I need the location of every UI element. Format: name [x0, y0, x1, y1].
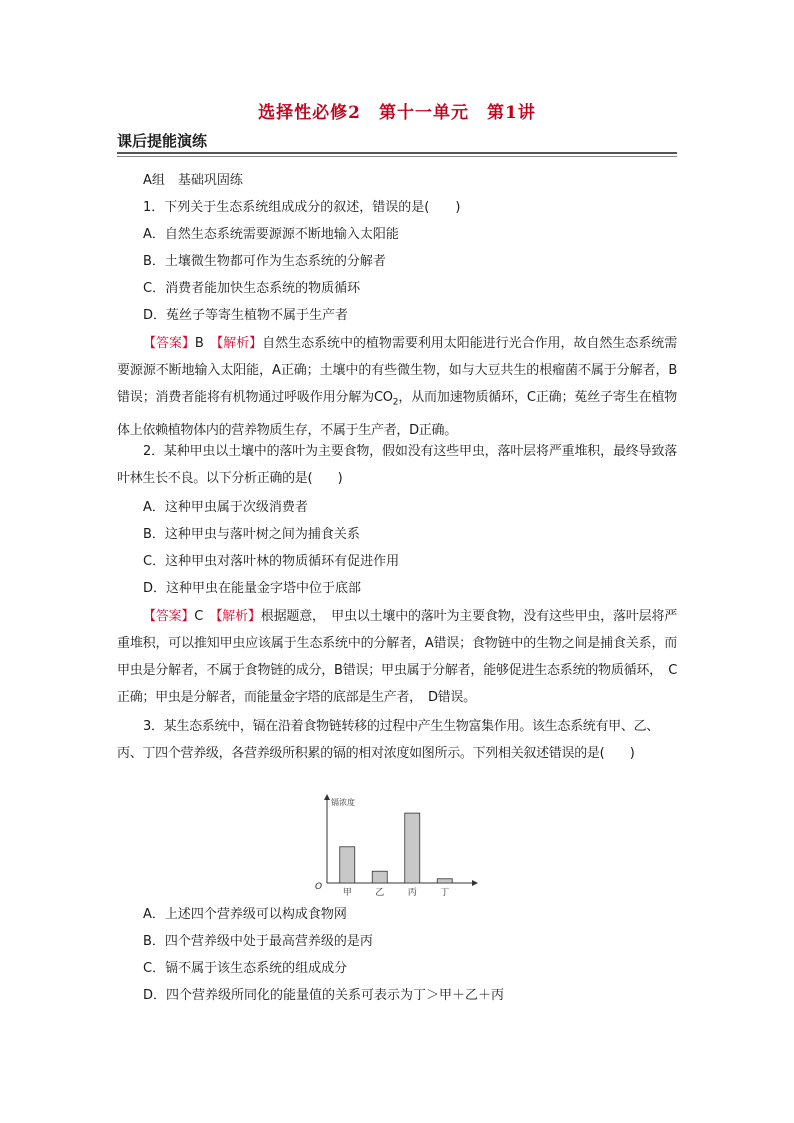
q2-analysis-tag: 【解析】	[215, 609, 261, 624]
x-tick-label-3: 丁	[440, 888, 450, 898]
q3-option-c: C．镉不属于该生态系统的组成成分	[143, 961, 348, 976]
y-axis-label: 镉浓度	[331, 798, 355, 807]
q3-stem: 3．某生态系统中，镉在沿着食物链转移的过程中产生生物富集作用。该生态系统有甲、乙、丙、丁四个营养级，各营养级所积累的镉的相对浓度如图所示。下列相关叙述错误的是( )	[117, 719, 659, 761]
y-axis-arrow	[324, 794, 330, 800]
bar-1	[372, 871, 387, 883]
q1-answer-tag: 【答案】	[143, 336, 195, 351]
q1-answer: B	[194, 336, 204, 351]
heading-rule	[117, 152, 677, 154]
section-heading: 课后提能演练	[117, 132, 208, 150]
q1-analysis-rest: ，从而加速物质循环，C正确；菟丝子寄生在植物体上依赖植物体内的营养物质生存，不属于生产者，D正确。	[117, 390, 677, 438]
q1-stem: 1．下列关于生态系统组成成分的叙述，错误的是( )	[143, 200, 461, 215]
q3-option-a: A．上述四个营养级可以构成食物网	[143, 907, 347, 922]
x-tick-label-0: 甲	[342, 888, 352, 898]
x-tick-label-1: 乙	[375, 888, 385, 898]
q2-analysis: 根据题意， 甲虫以土壤中的落叶为主要食物，没有这些甲虫，落叶层将严重堆积，可以推知甲虫应该属于生态系统中的分解者，A错误；食物链中的生物之间是捕食关系，而甲虫是分解者，不属于食物链的成分，B错误；甲虫属于分解者，能够促进生态系统的物质循环， C正确；甲虫是分解者，而能量金字塔的底部是生产者， D错误。	[117, 609, 677, 705]
origin-label: O	[315, 882, 323, 892]
heading-rule-thin	[117, 156, 677, 157]
q2-option-a: A．这种甲虫属于次级消费者	[143, 500, 308, 515]
cadmium-bar-chart	[310, 793, 485, 898]
x-axis-arrow	[472, 880, 478, 886]
q2-answer: C	[194, 609, 204, 624]
bar-3	[437, 879, 452, 883]
q2-option-d: D．这种甲虫在能量金字塔中位于底部	[143, 581, 362, 596]
q2-answer-tag: 【答案】	[143, 609, 195, 624]
q1-option-a: A．自然生态系统需要源源不断地输入太阳能	[143, 227, 399, 242]
q2-answer-block	[117, 603, 677, 711]
q1-analysis-sub: 2	[392, 397, 399, 408]
q2-option-b: B．这种甲虫与落叶树之间为捕食关系	[143, 527, 360, 542]
q1-analysis-tag: 【解析】	[216, 336, 263, 351]
q3-option-b: B．四个营养级中处于最高营养级的是丙	[143, 934, 373, 949]
q1-option-d: D．菟丝子等寄生植物不属于生产者	[143, 308, 349, 323]
q3-option-d: D．四个营养级所同化的能量值的关系可表示为丁＞甲＋乙＋丙	[143, 988, 505, 1003]
q1-option-c: C．消费者能加快生态系统的物质循环	[143, 281, 361, 296]
q1-option-b: B．土壤微生物都可作为生态系统的分解者	[143, 254, 386, 269]
group-label: A组 基础巩固练	[143, 173, 243, 188]
q2-stem: 2．某种甲虫以土壤中的落叶为主要食物，假如没有这些甲虫，落叶层将严重堆积，最终导致落叶林生长不良。以下分析正确的是( )	[117, 444, 677, 486]
bar-0	[340, 847, 355, 883]
bar-2	[405, 813, 420, 883]
x-tick-label-2: 丙	[407, 888, 417, 898]
q2-option-c: C．这种甲虫对落叶林的物质循环有促进作用	[143, 554, 400, 569]
q1-analysis: 自然生态系统中的植物需要利用太阳能进行光合作用，故自然生态系统需要源源不断地输入太阳能，A正确；土壤中的有些微生物，如与大豆共生的根瘤菌不属于分解者，B错误；消费者能将有机物通过呼吸作用分解为CO	[117, 336, 677, 405]
q1-answer-block	[117, 330, 677, 444]
page-title: 选择性必修2 第十一单元 第1讲	[258, 103, 536, 123]
